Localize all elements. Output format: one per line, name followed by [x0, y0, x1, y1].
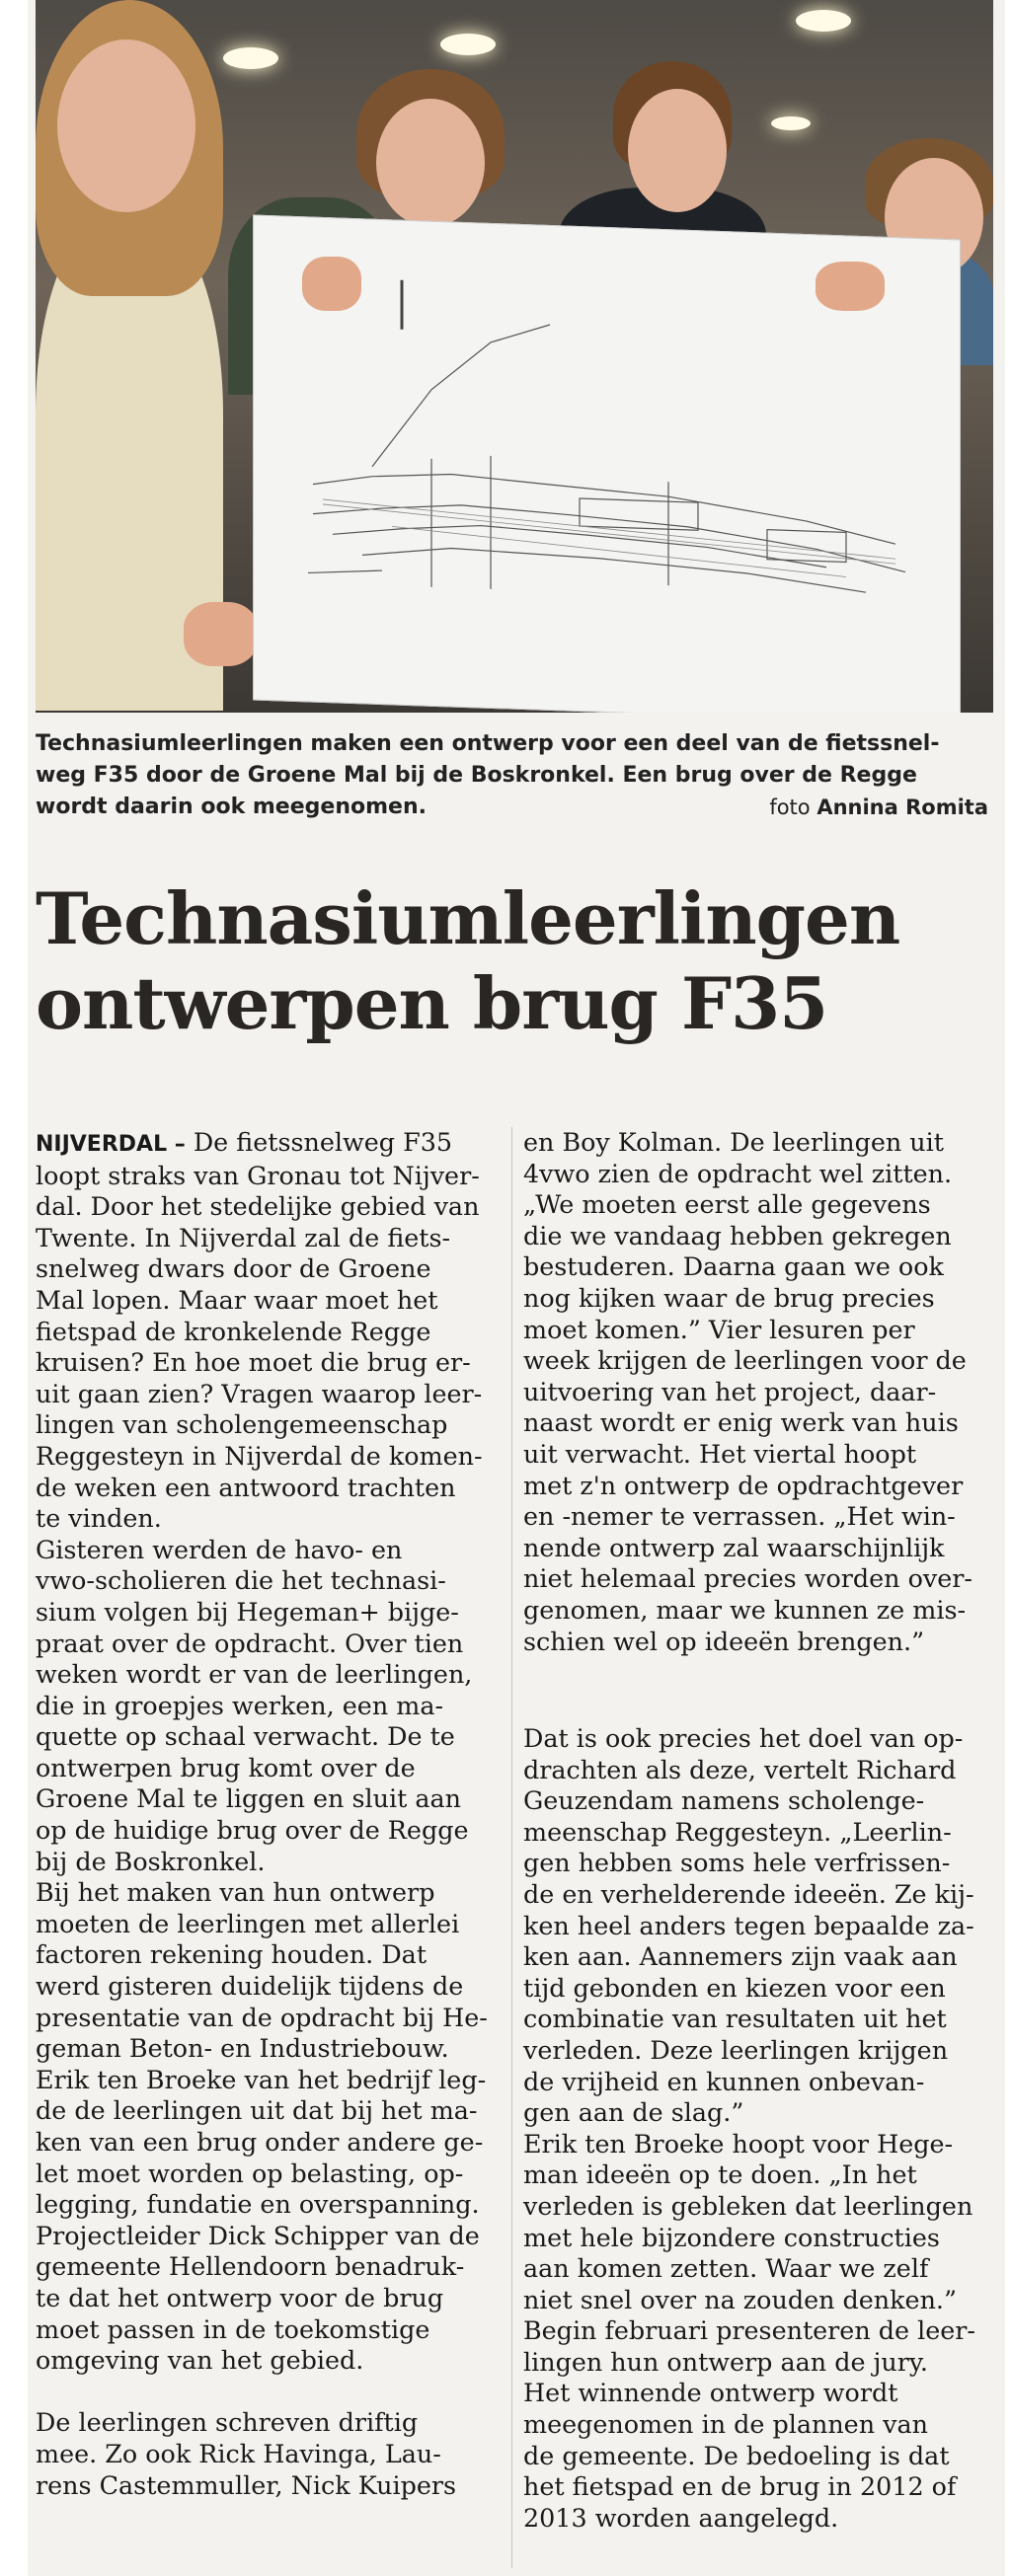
- article-text-line: uit gaan zien? Vragen waarop leer-: [36, 1378, 483, 1408]
- article-text-line: Het winnende ontwerp wordt: [523, 2378, 898, 2408]
- student-hand: [302, 257, 361, 311]
- article-text-line: te dat het ontwerp voor de brug: [36, 2282, 444, 2312]
- article-text-line: let moet worden op belasting, op-: [36, 2158, 464, 2188]
- photo-caption: [36, 728, 988, 823]
- article-text-line: en Boy Kolman. De leerlingen uit: [523, 1127, 944, 1157]
- article-column-2: [523, 1127, 987, 1657]
- ceiling-light: [223, 47, 278, 69]
- article-text-line: Gisteren werden de havo- en: [36, 1534, 403, 1564]
- article-text-line: legging, fundatie en overspanning.: [36, 2189, 480, 2220]
- article-text-line: „We moeten eerst alle gegevens: [523, 1189, 931, 1220]
- article-text-line: moet passen in de toekomstige: [36, 2313, 430, 2344]
- article-text-line: combinatie van resultaten uit het: [523, 2004, 947, 2034]
- headline-line-1: Technasiumleerlingen: [36, 876, 900, 960]
- article-text-line: drachten als deze, vertelt Richard: [523, 1754, 957, 1784]
- article-text-line: factoren rekening houden. Dat: [36, 1939, 428, 1970]
- article-text-fragment: De fietssnelweg F35: [185, 1127, 453, 1157]
- article-text-line: het fietspad en de brug in 2012 of: [523, 2471, 957, 2502]
- article-text-line: met z'n ontwerp de opdrachtgever: [523, 1470, 964, 1500]
- article-text-line: snelweg dwars door de Groene: [36, 1253, 431, 1284]
- article-text-line: Geuzendam namens scholenge-: [523, 1785, 925, 1816]
- article-text-line: niet helemaal precies worden over-: [523, 1563, 972, 1594]
- article-text-line: ken van een brug onder andere ge-: [36, 2127, 484, 2157]
- article-text-line: vwo-scholieren die het technasi-: [36, 1565, 446, 1596]
- article-text-line: niet snel over na zouden denken.”: [523, 2284, 957, 2314]
- article-text-line: dal. Door het stedelijke gebied van: [36, 1191, 480, 1222]
- article-text-line: presentatie van de opdracht bij He-: [36, 2002, 488, 2032]
- newspaper-clipping: [28, 0, 1005, 2576]
- ceiling-light: [440, 34, 496, 55]
- article-text-line: gen aan de slag.”: [523, 2097, 744, 2128]
- article-column-1: [36, 1127, 500, 2501]
- article-text-line: 4vwo zien de opdracht wel zitten.: [523, 1158, 953, 1188]
- article-text-line: Erik ten Broeke van het bedrijf leg-: [36, 2064, 487, 2094]
- article-text-line: week krijgen de leerlingen voor de: [523, 1345, 967, 1376]
- article-photo: [36, 0, 993, 713]
- article-text-line: schien wel op ideeën brengen.”: [523, 1626, 925, 1656]
- article-text-line: rens Castemmuller, Nick Kuipers: [36, 2469, 457, 2500]
- article-text-line: Projectleider Dick Schipper van de: [36, 2220, 480, 2250]
- article-text-line: 2013 worden aangelegd.: [523, 2502, 839, 2533]
- article-text-line: uitvoering van het project, daar-: [523, 1376, 937, 1406]
- dateline: NIJVERDAL –: [36, 1132, 186, 1157]
- article-text-line: fietspad de kronkelende Regge: [36, 1316, 431, 1346]
- article-text-line: ken heel anders tegen bepaalde za-: [523, 1910, 974, 1940]
- photographer-name: Annina Romita: [817, 796, 988, 819]
- article-text-line: Begin februari presenteren de leer-: [523, 2315, 975, 2346]
- student-face: [376, 99, 485, 227]
- headline-line-2: ontwerpen brug F35: [36, 961, 828, 1045]
- article-text-line: De leerlingen schreven driftig: [36, 2407, 419, 2438]
- article-text-line: nog kijken waar de brug precies: [523, 1282, 935, 1313]
- student-hand: [816, 262, 885, 311]
- article-column-2-continued: [523, 1723, 987, 2534]
- article-text-line: Bij het maken van hun ontwerp: [36, 1877, 435, 1908]
- photo-credit-prefix: foto: [769, 796, 811, 819]
- student-face: [57, 39, 195, 212]
- caption-line: wordt daarin ook meegenomen.: [36, 795, 427, 819]
- article-text-line: werd gisteren duidelijk tijdens de: [36, 1971, 464, 2002]
- student-face: [628, 89, 727, 212]
- article-text-line: geman Beton- en Industriebouw.: [36, 2033, 449, 2064]
- article-text-line: praat over de opdracht. Over tien: [36, 1628, 464, 1658]
- article-text-line: verleden. Deze leerlingen krijgen: [523, 2034, 949, 2065]
- article-text-line: meenschap Reggesteyn. „Leerlin-: [523, 1816, 952, 1847]
- article-text-line: man ideeën op te doen. „In het: [523, 2159, 917, 2190]
- article-text-line: de weken een antwoord trachten: [36, 1472, 456, 1502]
- article-text-line: de de leerlingen uit dat bij het ma-: [36, 2095, 478, 2126]
- article-text-line: Twente. In Nijverdal zal de fiets-: [36, 1222, 451, 1252]
- article-text-line: uit verwacht. Het viertal hoopt: [523, 1438, 917, 1469]
- article-text-line: omgeving van het gebied.: [36, 2345, 364, 2376]
- article-text-line: verleden is gebleken dat leerlingen: [523, 2190, 973, 2221]
- article-text-line: loopt straks van Gronau tot Nijver-: [36, 1160, 480, 1190]
- caption-line: weg F35 door de Groene Mal bij de Boskronkel. Een brug over de Regge: [36, 763, 917, 788]
- article-text-line: mee. Zo ook Rick Havinga, Lau-: [36, 2438, 441, 2468]
- article-text-line: Erik ten Broeke hoopt voor Hege-: [523, 2128, 954, 2159]
- article-text-line: te vinden.: [36, 1503, 162, 1534]
- column-divider: [511, 1127, 512, 2568]
- article-text-line: lingen van scholengemeenschap: [36, 1409, 448, 1440]
- article-text-line: gemeente Hellendoorn benadruk-: [36, 2251, 465, 2282]
- article-text-line: [36, 1127, 500, 1161]
- article-text-line: ontwerpen brug komt over de: [36, 1752, 416, 1782]
- article-text-line: meegenomen in de plannen van: [523, 2409, 928, 2440]
- article-text-line: nende ontwerp zal waarschijnlijk: [523, 1532, 945, 1562]
- article-text-line: genomen, maar we kunnen ze mis-: [523, 1594, 967, 1625]
- article-text-line: quette op schaal verwacht. De te: [36, 1721, 455, 1752]
- article-text-line: weken wordt er van de leerlingen,: [36, 1659, 473, 1690]
- article-text-line: de en verhelderende ideeën. Ze kij-: [523, 1878, 974, 1909]
- article-text-line: moeten de leerlingen met allerlei: [36, 1908, 460, 1938]
- article-text-line: bij de Boskronkel.: [36, 1846, 266, 1876]
- article-text-line: aan komen zetten. Waar we zelf: [523, 2253, 929, 2284]
- ceiling-light: [771, 116, 811, 130]
- article-text-line: met hele bijzondere constructies: [523, 2222, 940, 2252]
- article-text-line: kruisen? En hoe moet die brug er-: [36, 1347, 471, 1378]
- article-text-line: Mal lopen. Maar waar moet het: [36, 1284, 438, 1315]
- article-text-line: de gemeente. De bedoeling is dat: [523, 2440, 950, 2470]
- photo-credit: [769, 792, 988, 823]
- article-text-line: naast wordt er enig werk van huis: [523, 1407, 959, 1438]
- article-text-line: moet komen.” Vier lesuren per: [523, 1314, 915, 1344]
- article-text-line: bestuderen. Daarna gaan we ook: [523, 1251, 944, 1282]
- paragraph-gap: [36, 2377, 500, 2408]
- article-text-line: die we vandaag hebben gekregen: [523, 1220, 952, 1250]
- article-text-line: tijd gebonden en kiezen voor een: [523, 1972, 946, 2003]
- student-hand: [184, 602, 258, 666]
- article-text-line: lingen hun ontwerp aan de jury.: [523, 2346, 928, 2377]
- article-text-line: sium volgen bij Hegeman+ bijge-: [36, 1596, 459, 1627]
- ceiling-light: [796, 10, 851, 32]
- article-text-line: gen hebben soms hele verfrissen-: [523, 1848, 951, 1878]
- article-text-line: en -nemer te verrassen. „Het win-: [523, 1501, 956, 1532]
- article-text-line: Groene Mal te liggen en sluit aan: [36, 1783, 461, 1814]
- article-text-line: Reggesteyn in Nijverdal de komen-: [36, 1440, 483, 1471]
- article-headline: [36, 876, 983, 1046]
- article-text-line: de vrijheid en kunnen onbevan-: [523, 2066, 925, 2096]
- article-text-line: die in groepjes werken, een ma-: [36, 1690, 444, 1720]
- caption-line: Technasiumleerlingen maken een ontwerp voor een deel van de fietssnel-: [36, 731, 940, 756]
- article-text-line: Dat is ook precies het doel van op-: [523, 1723, 964, 1753]
- article-text-line: ken aan. Aannemers zijn vaak aan: [523, 1941, 958, 1972]
- article-text-line: op de huidige brug over de Regge: [36, 1815, 469, 1846]
